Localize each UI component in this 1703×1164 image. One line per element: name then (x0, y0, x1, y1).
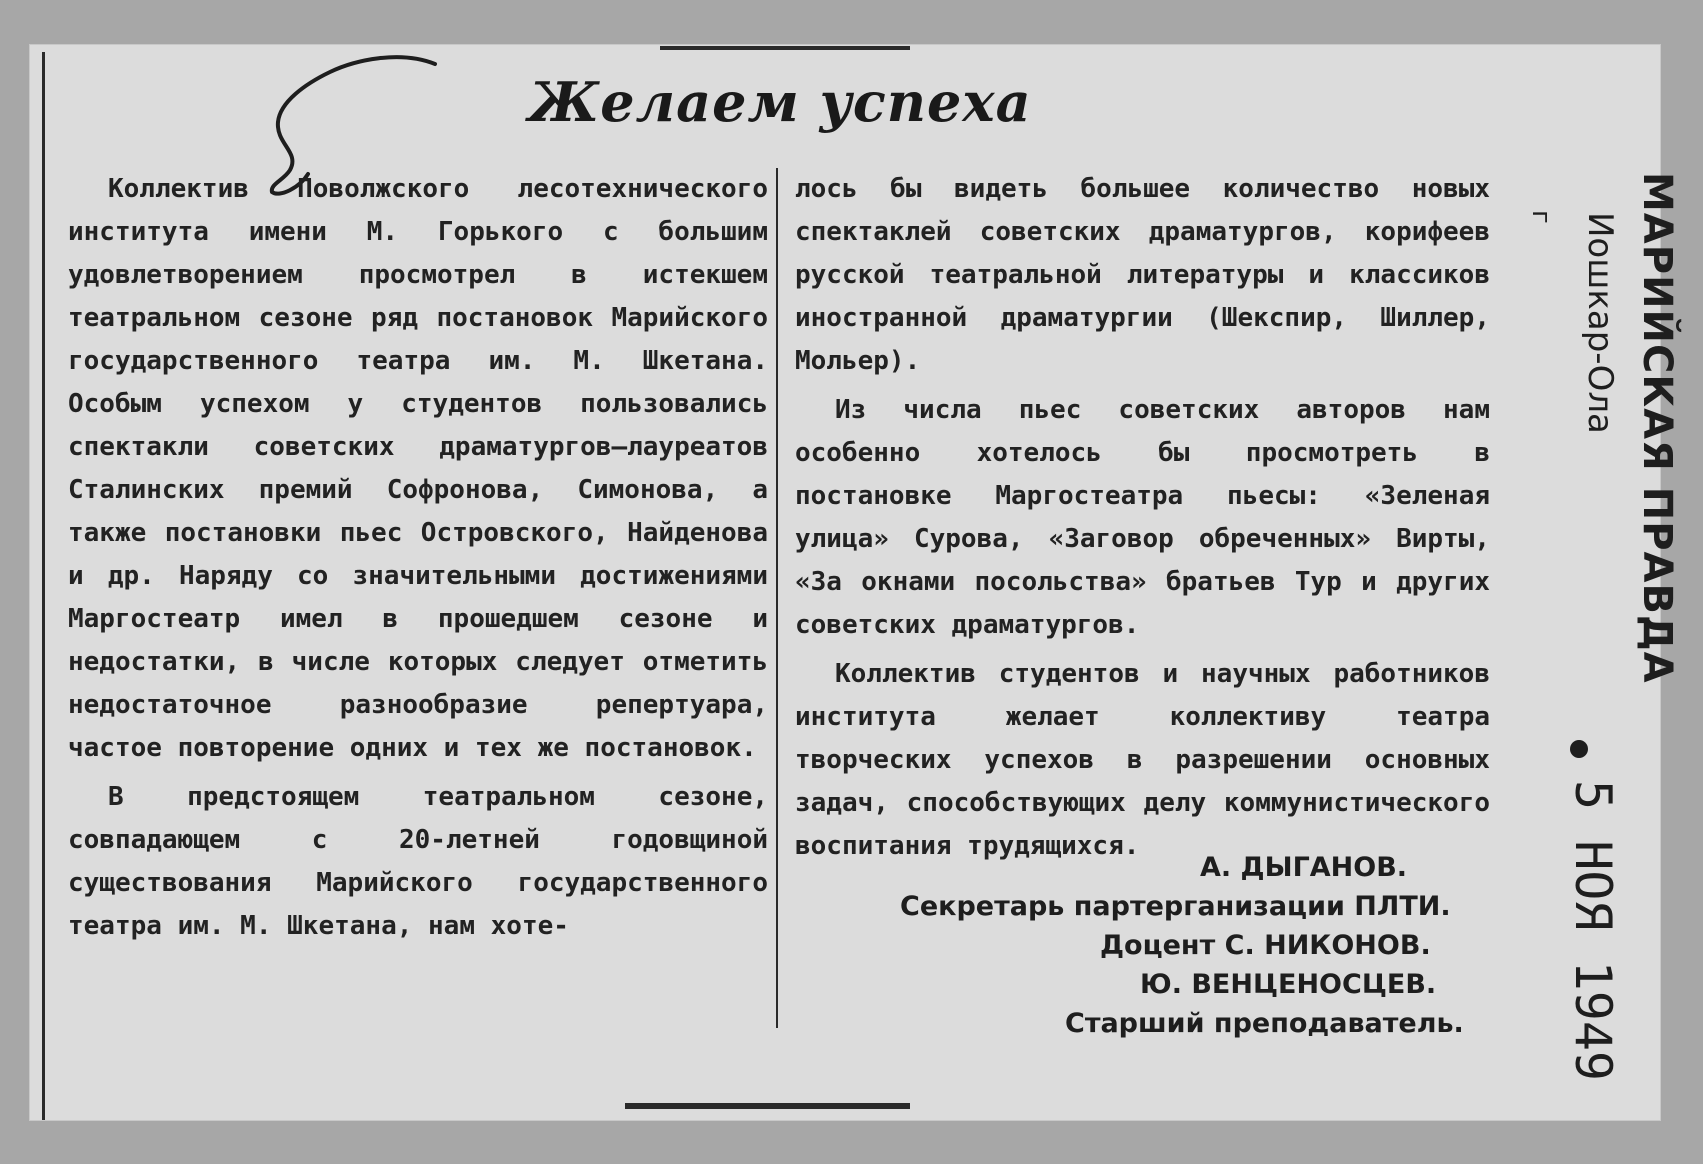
archive-stamp (1540, 160, 1680, 1120)
stamp-date: 5 НОЯ 1949 (1564, 780, 1622, 1082)
paragraph: Из числа пьес советских авторов нам особенно хотелось бы просмотреть в постановке Маргостеатра пьесы: «Зеленая улица» Сурова, «Заговор обреченных» Вирты, «За окнами посольства» братьев Тур и других советских драматургов. (795, 395, 1490, 640)
paragraph: лось бы видеть большее количество новых спектаклей советских драматургов, корифеев русской театральной литературы и классиков иностранной драматургии (Шекспир, Шиллер, Мольер). (795, 174, 1490, 376)
column-divider (776, 168, 778, 1028)
signature-name: А. ДЫГАНОВ. (1200, 852, 1408, 883)
stamp-bullet-icon (1570, 740, 1588, 758)
signature-block (800, 848, 1464, 1043)
signature-name: Доцент С. НИКОНОВ. (1100, 930, 1431, 961)
signature-title: Секретарь партерганизации ПЛТИ. (900, 891, 1451, 922)
paragraph: В предстоящем театральном сезоне, совпадающем с 20-летней годовщиной существования Марийского государственного театра им. М. Шкетана, нам хоте- (68, 782, 768, 941)
bottom-rule (625, 1103, 910, 1109)
top-rule (660, 46, 910, 50)
article-left-column (68, 168, 768, 948)
stamp-city: Иошкар-Ола (1580, 212, 1620, 434)
signature-title: Старший преподаватель. (1065, 1008, 1464, 1039)
paragraph: Коллектив Поволжского лесотехнического института имени М. Горького с большим удовлетворением просмотрел в истекшем театральном сезоне ряд постановок Марийского государственного театра им. М. Шкетана. Особым успехом у студентов пользовались спектакли советских драматургов—лауреатов Сталинских премий Софронова, Симонова, а также постановки пьес Островского, Найденова и др. Наряду со значительными достижениями Маргостеатр имел в прошедшем сезоне и недостатки, в числе которых следует отметить недостаточное разнообразие репертуара, частое повторение одних и тех же постановок. (68, 174, 768, 763)
paragraph: Коллектив студентов и научных работников института желает коллективу театра творческих успехов в разрешении основных задач, способствующих делу коммунистического воспитания трудящихся. (795, 659, 1490, 861)
article-headline: Желаем успеха (528, 70, 1032, 134)
signature-name: Ю. ВЕНЦЕНОСЦЕВ. (1140, 969, 1437, 1000)
clipping-left-rule (42, 52, 45, 1120)
stamp-city-prefix: г (1526, 210, 1556, 224)
article-right-column (795, 168, 1490, 868)
stamp-newspaper-name: МАРИЙСКАЯ ПРАВДА (1634, 172, 1680, 684)
